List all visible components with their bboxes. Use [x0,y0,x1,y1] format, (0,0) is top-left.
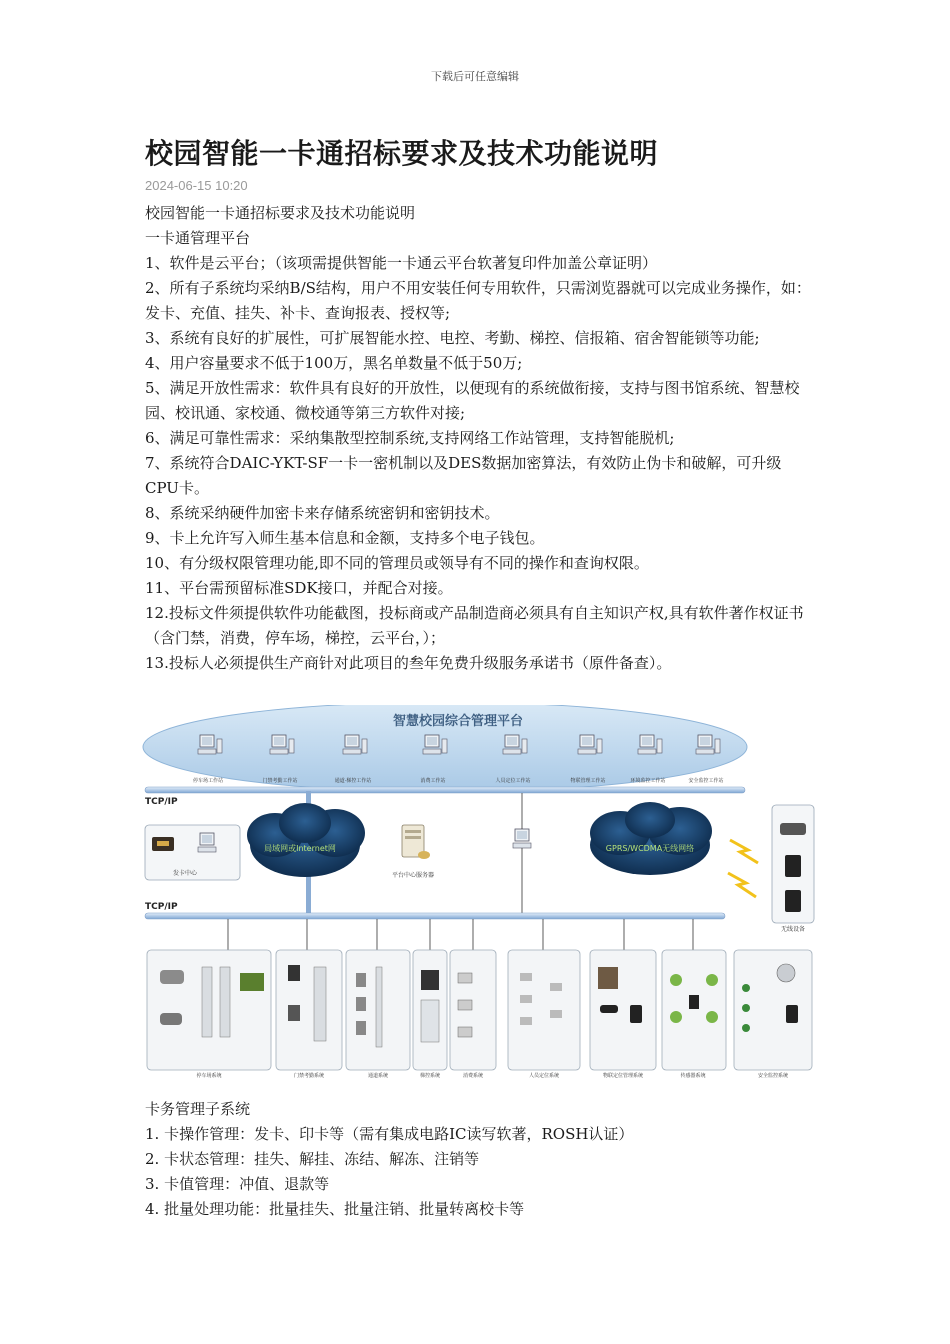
card-item-2: 2. 卡状态管理：挂失、解挂、冻结、解冻、注销等 [145,1150,480,1168]
tcp-label-bottom: TCP/IP [145,902,178,912]
reader-icon [785,855,801,877]
card-printer-icon [152,837,174,851]
tcp-label-top: TCP/IP [145,797,178,807]
sensor-icon [670,974,682,986]
subsystem-box [450,950,496,1070]
alarm-icon [742,1004,750,1012]
subsystem-label: 安全监控系统 [757,1073,789,1079]
page-title: 校园智能一卡通招标要求及技术功能说明 [145,137,659,170]
subsystem-label: 门禁考勤系统 [293,1073,325,1079]
paragraph-subtitle: 校园智能一卡通招标要求及技术功能说明 [145,204,416,222]
lightning-icon-1 [730,840,758,863]
workstation-label: 通道·梯控工作站 [334,778,372,784]
subsystem-drops [228,919,693,950]
locator-icon [520,973,532,981]
paragraph-item-13: 13.投标人必须提供生产商针对此项目的叁年免费升级服务承诺书（原件备查）。 [145,654,672,672]
subsystem-row [147,950,812,1079]
workstation-label: 停车场工作站 [192,778,224,784]
paragraph-item-5: 5、满足开放性需求：软件具有良好的开放性，以便现有的系统做衔接，支持与图书馆系统、智慧校园、校讯通、家校通、微校通等第三方软件对接; [145,379,800,422]
turnstile-icon [356,973,366,987]
sensor-icon [706,1011,718,1023]
paragraph-item-8: 8、系统采纳硬件加密卡来存储系统密钥和密钥技术。 [145,504,500,522]
turnstile-icon [356,997,366,1011]
card-item-1: 1. 卡操作管理：发卡、印卡等（需有集成电路IC读写软著，ROSH认证） [145,1125,634,1143]
server-icon [402,825,430,859]
paragraph-item-11: 11、平台需预留标准SDK接口，并配合对接。 [145,579,453,597]
tcp-bus-top [145,787,745,793]
locator-icon [520,1017,532,1025]
gate-icon [202,967,212,1037]
reader-icon [630,1005,642,1023]
pos-icon [458,973,472,983]
alarm-icon [742,1024,750,1032]
paragraph-section-heading: 一卡通管理平台 [145,229,251,247]
publish-date: 2024-06-15 10:20 [145,178,248,193]
paragraph-item-1: 1、软件是云平台；（该项需提供智能一卡通云平台软著复印件加盖公章证明） [145,254,658,272]
subsystem-label: 物联定位管理系统 [602,1073,644,1079]
subsystem-box [662,950,726,1070]
board-icon [240,973,264,991]
gate-icon [220,967,230,1037]
tcp-bus-bottom [145,913,725,919]
elevator-panel-icon [421,1000,439,1042]
paragraph-item-3: 3、系统有良好的扩展性，可扩展智能水控、电控、考勤、梯控、信报箱、宿舍智能锁等功能; [145,329,760,347]
wireless-devices-label: 无线设备 [780,926,806,933]
header-note: 下载后可任意编辑 [431,70,519,83]
paragraph-item-7: 7、系统符合DAIC-YKT-SF一卡一密机制以及DES数据加密算法，有效防止伪卡和破解，可升级CPU卡。 [145,454,782,497]
device-icon [160,1013,182,1025]
turnstile-icon [356,1021,366,1035]
workstation-label: 人员定位工作站 [495,778,531,784]
workstation-label: 安全监控工作站 [688,778,724,784]
door-icon [314,967,326,1041]
camera-icon [780,823,806,835]
lan-cloud [247,803,365,877]
paragraph-item-9: 9、卡上允许写入师生基本信息和金额，支持多个电子钱包。 [145,529,545,547]
alarm-icon [742,984,750,992]
reader-icon [786,1005,798,1023]
handheld-icon [785,890,801,912]
pole-icon [376,967,382,1047]
card-item-4: 4. 批量处理功能：批量挂失、批量注销、批量转离校卡等 [145,1200,525,1218]
reader-icon [288,1005,300,1021]
device-icon [160,970,184,984]
wireless-cloud [590,802,712,875]
subsystem-box [508,950,580,1070]
locator-icon [520,995,532,1003]
subsystem-label: 消费系统 [462,1073,484,1079]
subsystem-label: 梯控系统 [419,1073,441,1079]
issue-center-label: 发卡中心 [172,870,198,877]
sensor-icon [706,974,718,986]
issue-center-pc-icon [198,833,216,852]
sensor-hub-icon [689,995,699,1009]
sensor-icon [670,1011,682,1023]
platform-title: 智慧校园综合管理平台 [392,714,524,729]
reader-icon [288,965,300,981]
pos-icon [458,1000,472,1010]
wireless-cloud-label: GPRS/WCDMA无线网络 [605,844,695,853]
paragraph-item-4: 4、用户容量要求不低于100万，黑名单数量不低于50万; [145,354,523,372]
ptz-camera-icon [777,964,795,982]
card-item-3: 3. 卡值管理：冲值、退款等 [145,1175,330,1193]
locator-icon [550,983,562,991]
locator-icon [550,1010,562,1018]
subsystem-label: 传感器系统 [680,1073,706,1079]
section-heading-card-management: 卡务管理子系统 [145,1100,251,1118]
pos-icon [458,1027,472,1037]
card-management-section [145,1097,815,1222]
article-body [145,201,815,676]
workstation-label: 门禁考勤工作站 [262,778,298,784]
lightning-icon-2 [728,873,756,897]
subsystem-label: 人员定位系统 [528,1073,560,1079]
subsystem-box [276,950,342,1070]
paragraph-item-2: 2、所有子系统均采纳B/S结构，用户不用安装任何专用软件，只需浏览器就可以完成业务操作，如：发卡、充值、挂失、补卡、查询报表、授权等; [145,279,811,322]
diagram-svg [140,705,820,1090]
elevator-reader-icon [421,970,439,990]
subsystem-label: 通道系统 [367,1073,389,1079]
lan-cloud-label: 局域网或Internet网 [264,844,336,853]
workstation-label: 物联管理工作站 [570,778,606,784]
gateway-pc-icon [513,829,531,848]
tag-icon [600,1005,618,1013]
workstation-label: 环境监控工作站 [630,778,666,784]
paragraph-item-12: 12.投标文件须提供软件功能截图，投标商或产品制造商必须具有自主知识产权,具有软件著作权证书（含门禁，消费，停车场，梯控，云平台，）； [145,604,804,647]
server-label: 平台中心服务器 [391,872,435,879]
paragraph-item-10: 10、有分级权限管理功能,即不同的管理员或领导有不同的操作和查询权限。 [145,554,649,572]
system-architecture-diagram [140,705,820,1090]
workstation-label: 消费工作站 [420,778,446,784]
subsystem-label: 停车场系统 [196,1073,222,1079]
cabinet-icon [598,967,618,989]
paragraph-item-6: 6、满足可靠性需求：采纳集散型控制系统,支持网络工作站管理，支持智能脱机; [145,429,675,447]
